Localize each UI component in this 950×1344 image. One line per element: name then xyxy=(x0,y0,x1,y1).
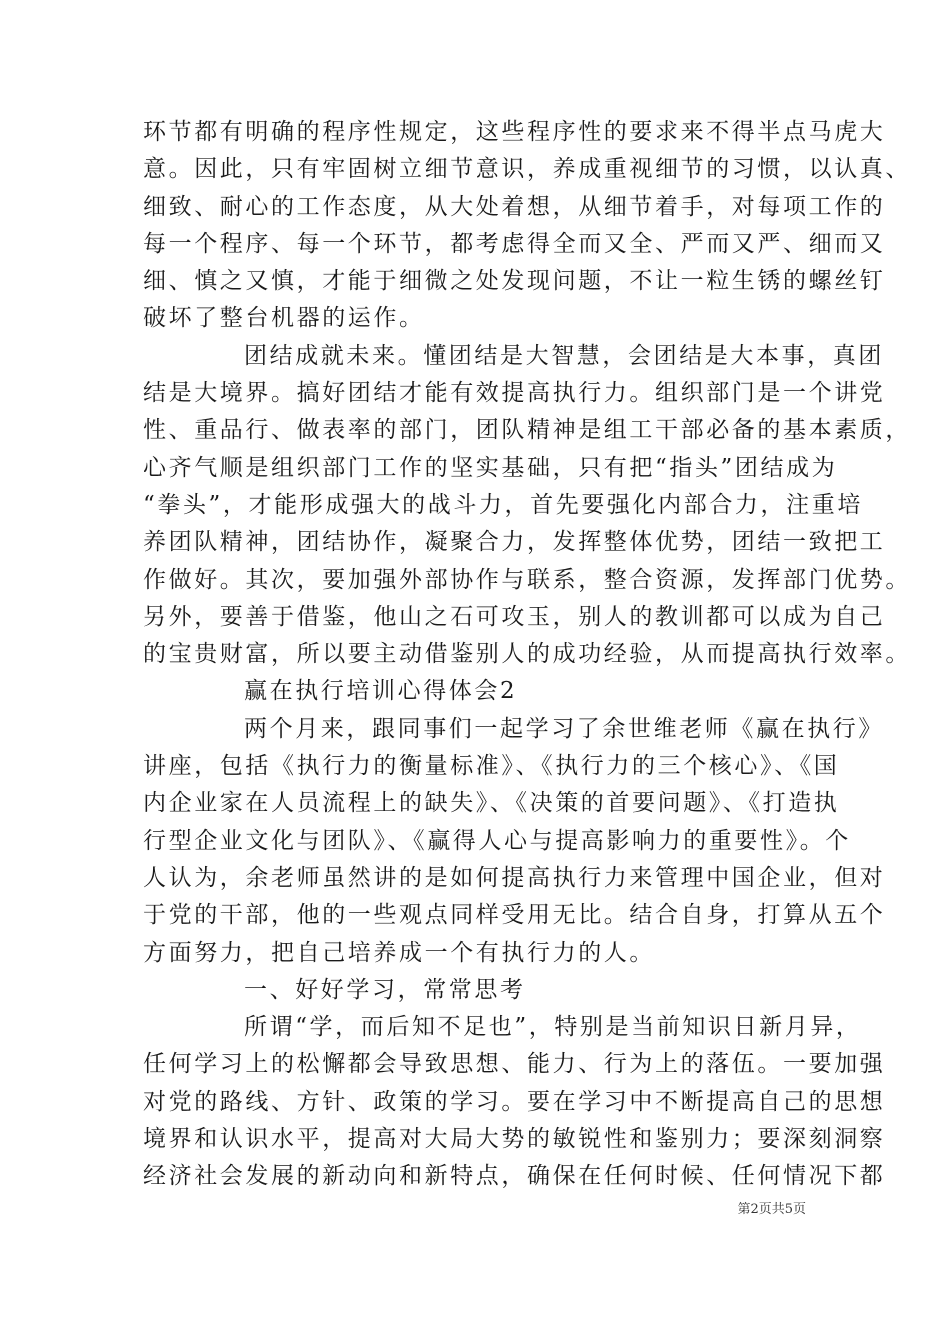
text-line: 心齐气顺是组织部门工作的坚实基础，只有把“指头”团结成为 xyxy=(143,454,838,481)
text-line: 方面努力，把自己培养成一个有执行力的人。 xyxy=(143,939,655,966)
paragraph-start-line: 团结成就未来。懂团结是大智慧，会团结是大本事，真团 xyxy=(244,342,884,369)
text-line: 境界和认识水平，提高对大局大势的敏锐性和鉴别力；要深刻洞察 xyxy=(143,1126,886,1153)
text-line: 对党的路线、方针、政策的学习。要在学习中不断提高自己的思想 xyxy=(143,1088,886,1115)
text-line: 结是大境界。搞好团结才能有效提高执行力。组织部门是一个讲党 xyxy=(143,380,886,407)
text-line: 经济社会发展的新动向和新特点，确保在任何时候、任何情况下都 xyxy=(143,1163,886,1190)
text-line: 的宝贵财富，所以要主动借鉴别人的成功经验，从而提高执行效率。 xyxy=(143,641,911,668)
text-line: 意。因此，只有牢固树立细节意识，养成重视细节的习惯，以认真、 xyxy=(143,156,911,183)
text-line: 每一个程序、每一个环节，都考虑得全而又全、严而又严、细而又 xyxy=(143,230,886,257)
text-line: 环节都有明确的程序性规定，这些程序性的要求来不得半点马虎大 xyxy=(143,119,886,145)
paragraph-start-line: 赢在执行培训心得体会2 xyxy=(244,678,518,705)
text-line: 作做好。其次，要加强外部协作与联系，整合资源，发挥部门优势。 xyxy=(143,566,911,593)
paragraph-start-line: 一、好好学习，常常思考 xyxy=(244,976,526,1003)
paragraph-start-line: 所谓“学，而后知不足也”，特别是当前知识日新月异， xyxy=(244,1014,862,1041)
text-line: “拳头”，才能形成强大的战斗力，首先要强化内部合力，注重培 xyxy=(143,491,863,518)
text-line: 行型企业文化与团队》、《赢得人心与提高影响力的重要性》。个 xyxy=(143,827,851,854)
text-line: 破坏了整台机器的运作。 xyxy=(143,305,425,332)
text-line: 人认为，余老师虽然讲的是如何提高执行力来管理中国企业，但对 xyxy=(143,864,886,891)
text-line: 讲座，包括《执行力的衡量标准》、《执行力的三个核心》、《国 xyxy=(143,753,840,780)
page-number-footer: 第2页共5页 xyxy=(737,1202,806,1217)
paragraph-start-line: 两个月来，跟同事们一起学习了余世维老师《赢在执行》 xyxy=(244,715,884,742)
text-line: 于党的干部，他的一些观点同样受用无比。结合自身，打算从五个 xyxy=(143,902,886,929)
text-line: 性、重品行、做表率的部门，团队精神是组工干部必备的基本素质， xyxy=(143,417,911,444)
text-line: 细、慎之又慎，才能于细微之处发现问题，不让一粒生锈的螺丝钉 xyxy=(143,268,886,295)
document-body xyxy=(143,114,911,1196)
text-line: 另外，要善于借鉴，他山之石可攻玉，别人的教训都可以成为自己 xyxy=(143,603,886,630)
text-line: 养团队精神，团结协作，凝聚合力，发挥整体优势，团结一致把工 xyxy=(143,529,886,556)
text-line: 任何学习上的松懈都会导致思想、能力、行为上的落伍。一要加强 xyxy=(143,1051,886,1078)
text-line: 内企业家在人员流程上的缺失》、《决策的首要问题》、《打造执 xyxy=(143,790,840,817)
text-line: 细致、耐心的工作态度，从大处着想，从细节着手，对每项工作的 xyxy=(143,193,886,220)
